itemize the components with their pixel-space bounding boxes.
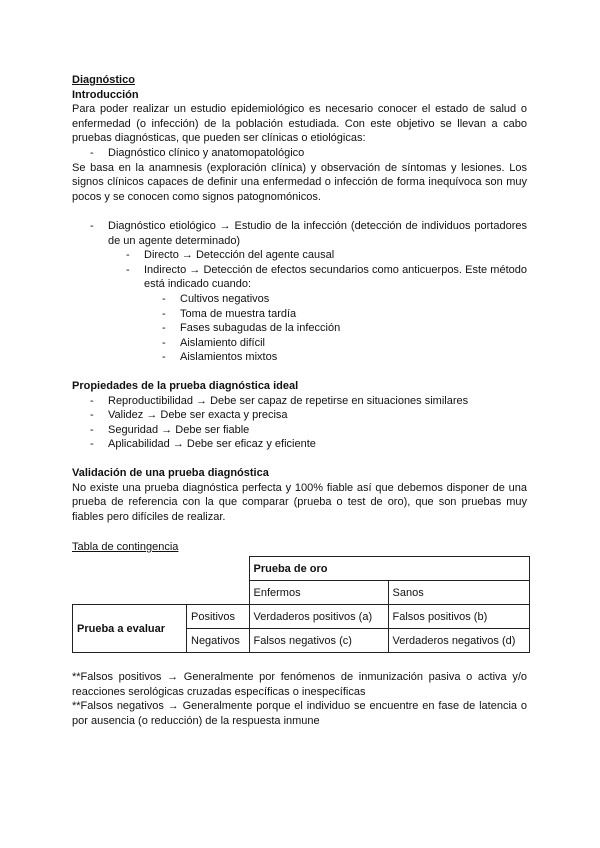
validation-paragraph: No existe una prueba diagnóstica perfecta y 100% fiable así que debemos disponer de una prueba de referencia con la que comparar (prueba o test de oro), que son pruebas muy fiables pero difíciles de realizar. bbox=[72, 481, 527, 523]
clinical-paragraph: Se basa en la anamnesis (exploración clínica) y observación de síntomas y lesiones. Los signos clínicos capaces de definir una enfermedad o infección de forma inequívoca son muy pocos y se conocen como signos patognomónicos. bbox=[72, 161, 527, 203]
note: **Falsos positivos → Generalmente por fenómenos de inmunización pasiva o activa y/o reacciones serológicas cruzadas específicas o inespecíficas bbox=[72, 671, 527, 698]
list-item: - Cultivos negativos bbox=[72, 292, 527, 307]
row-positivos: Positivos bbox=[187, 605, 250, 629]
section-heading: Validación de una prueba diagnóstica bbox=[72, 467, 269, 479]
intro-section bbox=[72, 73, 527, 204]
etiologic-section bbox=[72, 219, 527, 365]
page-title: Diagnóstico bbox=[72, 74, 135, 86]
list-item: - Validez → Debe ser exacta y precisa bbox=[72, 408, 527, 423]
list-item: - Fases subagudas de la infección bbox=[72, 321, 527, 336]
list-item: - Diagnóstico clínico y anatomopatológico bbox=[72, 146, 527, 161]
row-negativos: Negativos bbox=[187, 629, 250, 653]
caption-text: Tabla de contingencia bbox=[72, 541, 179, 553]
table-caption bbox=[72, 540, 527, 555]
properties-section bbox=[72, 379, 527, 452]
list-item: - Aislamientos mixtos bbox=[72, 350, 527, 365]
cell-vp: Verdaderos positivos (a) bbox=[249, 605, 388, 629]
list-item: - Aislamiento difícil bbox=[72, 336, 527, 351]
cell-vn: Verdaderos negativos (d) bbox=[388, 629, 529, 653]
list-item: - Toma de muestra tardía bbox=[72, 307, 527, 322]
eval-header: Prueba a evaluar bbox=[73, 605, 187, 653]
notes-section bbox=[72, 670, 527, 728]
col-sanos: Sanos bbox=[388, 581, 529, 605]
cell-fp: Falsos positivos (b) bbox=[388, 605, 529, 629]
list-item: - Diagnóstico etiológico → Estudio de la infección (detección de individuos portadores de un agente determinado) bbox=[72, 219, 527, 248]
list-item: - Seguridad → Debe ser fiable bbox=[72, 423, 527, 438]
section-heading: Propiedades de la prueba diagnóstica ideal bbox=[72, 380, 299, 392]
validation-section bbox=[72, 466, 527, 524]
note: **Falsos negativos → Generalmente porque el individuo se encuentre en fase de latencia o por ausencia (o reducción) de la respuesta inmune bbox=[72, 700, 527, 727]
gold-header: Prueba de oro bbox=[249, 557, 529, 581]
intro-paragraph: Para poder realizar un estudio epidemiológico es necesario conocer el estado de salud o enfermedad (o infección) de la población estudiada. Con este objetivo se llevan a cabo pruebas diagnósticas, que pueden ser clínicas o etiológicas: bbox=[72, 103, 527, 145]
list-item: - Indirecto → Detección de efectos secundarios como anticuerpos. Este método está indicado cuando: bbox=[72, 263, 527, 292]
col-enfermos: Enfermos bbox=[249, 581, 388, 605]
list-item: - Aplicabilidad → Debe ser eficaz y eficiente bbox=[72, 437, 527, 452]
contingency-table bbox=[72, 556, 530, 653]
cell-fn: Falsos negativos (c) bbox=[249, 629, 388, 653]
intro-heading: Introducción bbox=[72, 88, 139, 101]
list-item: - Directo → Detección del agente causal bbox=[72, 248, 527, 263]
list-item: - Reproductibilidad → Debe ser capaz de repetirse en situaciones similares bbox=[72, 394, 527, 409]
